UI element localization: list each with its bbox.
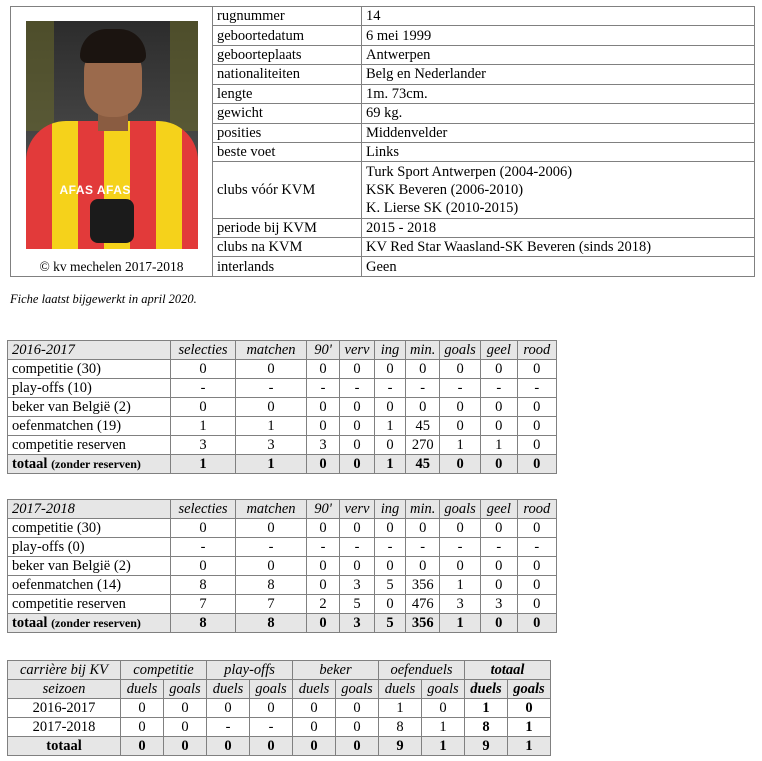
row-label: competitie (30) [8,360,171,379]
profile-key: periode bij KVM [213,218,362,237]
profile-value [362,123,755,142]
career-sub-header: goals [250,680,293,699]
table-cell: 0 [440,417,480,436]
column-header: 90' [307,341,340,360]
career-group-header: totaal [465,661,551,680]
table-cell: 0 [171,360,236,379]
career-group-header: oefenduels [379,661,465,680]
table-cell: 0 [164,718,207,737]
table-cell: 0 [480,398,517,417]
column-header: goals [440,500,480,519]
career-sub-header: goals [336,680,379,699]
season-table-2017-2018 [7,499,557,633]
profile-row [11,7,755,26]
update-note: Fiche laatst bijgewerkt in april 2020. [10,292,197,306]
profile-value-line: 2015 - 2018 [366,219,437,236]
table-cell: 0 [340,436,375,455]
career-sub-header: goals [508,680,551,699]
table-cell: 1 [379,699,422,718]
table-cell: 3 [171,436,236,455]
career-sub-header: duels [465,680,508,699]
table-cell: 0 [236,519,307,538]
table-cell: 0 [517,557,556,576]
total-cell: 0 [517,614,556,633]
table-cell: 0 [517,360,556,379]
table-row [8,360,557,379]
career-total-label: totaal [8,737,121,756]
career-sub-header: duels [121,680,164,699]
table-cell: 0 [375,557,406,576]
table-cell: 0 [340,557,375,576]
table-row [8,699,551,718]
table-cell: 0 [517,417,556,436]
table-cell: 0 [121,718,164,737]
table-cell: 0 [517,595,556,614]
table-cell: 0 [422,699,465,718]
table-cell: - [517,379,556,398]
table-cell: 1 [375,417,406,436]
table-cell: 0 [236,398,307,417]
profile-value [362,238,755,257]
career-group-header: competitie [121,661,207,680]
photo-sponsor: AFAS AFAS [59,183,131,197]
table-cell: 270 [406,436,440,455]
row-label: play-offs (10) [8,379,171,398]
column-header: matchen [236,500,307,519]
total-label: totaal [12,456,48,472]
total-label-cell [8,614,171,633]
profile-key: geboortedatum [213,26,362,45]
table-cell: 0 [171,519,236,538]
table-row [8,519,557,538]
table-cell: 0 [307,398,340,417]
profile-key: rugnummer [213,7,362,26]
table-cell: 0 [375,436,406,455]
profile-key: nationaliteiten [213,65,362,84]
table-cell: 0 [440,360,480,379]
table-cell: 0 [121,699,164,718]
total-cell: 1 [440,614,480,633]
total-cell: 0 [480,614,517,633]
profile-value-line: 1m. 73cm. [366,85,428,102]
column-header: rood [517,500,556,519]
table-cell: 8 [171,576,236,595]
table-cell: 5 [340,595,375,614]
table-cell: 0 [207,699,250,718]
total-cell: 0 [517,455,556,474]
column-header: geel [480,500,517,519]
table-row [8,538,557,557]
career-sub-header: duels [293,680,336,699]
table-cell: 1 [422,718,465,737]
table-cell: 1 [440,576,480,595]
career-total-row [8,737,551,756]
table-cell: 0 [480,519,517,538]
career-sub-header: duels [379,680,422,699]
profile-value-line: KV Red Star Waasland-SK Beveren (sinds 2018) [366,239,652,256]
table-cell: 0 [307,360,340,379]
table-cell: 0 [440,398,480,417]
career-season: 2016-2017 [8,699,121,718]
row-label: play-offs (0) [8,538,171,557]
profile-key: gewicht [213,104,362,123]
table-cell: 0 [307,576,340,595]
table-cell: 0 [480,576,517,595]
profile-key: geboorteplaats [213,45,362,64]
profile-value [362,84,755,103]
column-header: min. [406,500,440,519]
profile-value [362,7,755,26]
total-cell: 8 [236,614,307,633]
table-cell: 1 [440,436,480,455]
table-cell: 0 [336,699,379,718]
table-cell: 0 [440,557,480,576]
profile-value [362,26,755,45]
row-label: oefenmatchen (14) [8,576,171,595]
row-label: competitie (30) [8,519,171,538]
table-row [8,576,557,595]
table-cell: 0 [375,360,406,379]
profile-value-line: KSK Beveren (2006-2010) [366,182,524,198]
table-cell: - [250,718,293,737]
total-label: totaal [12,615,48,631]
column-header: goals [440,341,480,360]
profile-key: lengte [213,84,362,103]
profile-key: posities [213,123,362,142]
total-cell: 1 [508,737,551,756]
profile-value [362,257,755,277]
player-photo [26,21,198,249]
table-cell: 1 [480,436,517,455]
table-cell: - [375,538,406,557]
table-cell: - [307,538,340,557]
table-cell: - [236,379,307,398]
total-cell: 0 [440,455,480,474]
profile-value-line: 6 mei 1999 [366,27,432,44]
column-header: ing [375,500,406,519]
photo-backdrop-left [26,21,54,131]
table-cell: - [307,379,340,398]
table-cell: 0 [307,557,340,576]
table-cell: 0 [250,699,293,718]
total-cell: 45 [406,455,440,474]
total-cell: 8 [171,614,236,633]
career-sub-header: goals [422,680,465,699]
table-cell: 0 [406,519,440,538]
profile-key: clubs vóór KVM [213,162,362,218]
table-cell: 0 [375,519,406,538]
column-header: rood [517,341,556,360]
total-cell: 0 [340,455,375,474]
table-cell: 0 [164,699,207,718]
total-cell: 1 [171,455,236,474]
season-header-row [8,500,557,519]
table-cell: 0 [406,557,440,576]
career-table [7,660,551,756]
profile-value-line: Belg en Nederlander [366,66,486,83]
table-cell: 0 [480,417,517,436]
profile-key: clubs na KVM [213,238,362,257]
table-cell: - [207,718,250,737]
total-cell: 0 [207,737,250,756]
total-cell: 356 [406,614,440,633]
total-cell: 0 [293,737,336,756]
row-label: competitie reserven [8,595,171,614]
total-label-note: (zonder reserven) [51,616,141,630]
total-cell: 5 [375,614,406,633]
table-cell: 3 [236,436,307,455]
career-group-header: beker [293,661,379,680]
total-cell: 3 [340,614,375,633]
table-cell: 8 [465,718,508,737]
table-cell: 0 [480,557,517,576]
profile-value-line: K. Lierse SK (2010-2015) [366,200,519,216]
total-cell: 1 [422,737,465,756]
total-cell: 0 [307,455,340,474]
table-cell: - [406,538,440,557]
column-header: matchen [236,341,307,360]
column-header: 90' [307,500,340,519]
column-header: selecties [171,500,236,519]
row-label: beker van België (2) [8,398,171,417]
table-cell: 0 [517,436,556,455]
table-cell: 1 [171,417,236,436]
total-cell: 0 [307,614,340,633]
total-label-cell [8,455,171,474]
table-cell: 0 [375,595,406,614]
profile-value [362,142,755,161]
table-cell: 7 [171,595,236,614]
table-cell: 3 [440,595,480,614]
total-cell: 0 [121,737,164,756]
photo-backdrop-right [170,21,198,131]
table-cell: 0 [336,718,379,737]
season-table-2016-2017 [7,340,557,474]
total-row [8,455,557,474]
table-cell: 7 [236,595,307,614]
table-cell: - [440,379,480,398]
total-cell: 9 [379,737,422,756]
table-cell: - [340,538,375,557]
profile-value [362,65,755,84]
table-row [8,595,557,614]
row-label: oefenmatchen (19) [8,417,171,436]
table-cell: 0 [236,557,307,576]
profile-value-line: Middenvelder [366,124,448,141]
total-cell: 0 [336,737,379,756]
table-cell: 0 [340,398,375,417]
table-cell: - [236,538,307,557]
career-sub-row [8,680,551,699]
profile-table [10,6,755,277]
profile-key: interlands [213,257,362,277]
table-row [8,398,557,417]
table-cell: 3 [340,576,375,595]
table-cell: - [517,538,556,557]
career-sub-header: goals [164,680,207,699]
profile-value-line: Links [366,144,400,161]
column-header: selecties [171,341,236,360]
career-group-header: play-offs [207,661,293,680]
profile-value [362,162,755,218]
table-cell: 0 [508,699,551,718]
table-cell: 0 [171,557,236,576]
table-cell: 0 [236,360,307,379]
season-title: 2017-2018 [8,500,171,519]
table-cell: 45 [406,417,440,436]
total-cell: 1 [236,455,307,474]
column-header: ing [375,341,406,360]
profile-value [362,104,755,123]
profile-value-line: Geen [366,258,397,275]
total-row [8,614,557,633]
table-cell: 476 [406,595,440,614]
table-cell: 8 [236,576,307,595]
table-cell: 3 [307,436,340,455]
table-cell: 3 [480,595,517,614]
table-cell: 0 [340,417,375,436]
table-cell: 356 [406,576,440,595]
profile-value-line: Turk Sport Antwerpen (2004-2006) [366,164,573,180]
table-cell: - [171,379,236,398]
table-row [8,557,557,576]
table-cell: 2 [307,595,340,614]
table-row [8,417,557,436]
career-sub-header: duels [207,680,250,699]
table-cell: 0 [340,519,375,538]
profile-value-line: Antwerpen [366,47,431,64]
table-cell: 0 [171,398,236,417]
table-cell: - [171,538,236,557]
table-cell: - [480,379,517,398]
profile-key: beste voet [213,142,362,161]
table-cell: 0 [517,398,556,417]
table-cell: - [406,379,440,398]
table-row [8,379,557,398]
table-cell: 1 [508,718,551,737]
photo-shirt-logo [90,199,134,243]
photo-hair [80,29,146,63]
total-cell: 0 [164,737,207,756]
total-cell: 0 [250,737,293,756]
table-row [8,718,551,737]
career-title: carrière bij KV [8,661,121,680]
table-row [8,436,557,455]
profile-value-line: 69 kg. [366,105,403,122]
career-group-row [8,661,551,680]
table-cell: 0 [307,519,340,538]
table-cell: 0 [375,398,406,417]
total-cell: 0 [480,455,517,474]
table-cell: 0 [480,360,517,379]
row-label: beker van België (2) [8,557,171,576]
row-label: competitie reserven [8,436,171,455]
column-header: verv [340,500,375,519]
profile-value [362,45,755,64]
table-cell: 0 [517,576,556,595]
career-season: 2017-2018 [8,718,121,737]
table-cell: 0 [406,398,440,417]
photo-caption: © kv mechelen 2017-2018 [39,259,184,274]
career-season-header: seizoen [8,680,121,699]
column-header: min. [406,341,440,360]
season-header-row [8,341,557,360]
table-cell: 0 [293,718,336,737]
season-title: 2016-2017 [8,341,171,360]
table-cell: 0 [340,360,375,379]
total-cell: 1 [375,455,406,474]
table-cell: 0 [406,360,440,379]
total-cell: 9 [465,737,508,756]
profile-value [362,218,755,237]
table-cell: 5 [375,576,406,595]
table-cell: 8 [379,718,422,737]
profile-value-line: 14 [366,8,381,25]
total-label-note: (zonder reserven) [51,457,141,471]
table-cell: - [440,538,480,557]
photo-cell [11,7,213,277]
table-cell: 0 [440,519,480,538]
column-header: geel [480,341,517,360]
table-cell: 0 [517,519,556,538]
table-cell: - [375,379,406,398]
table-cell: 0 [307,417,340,436]
table-cell: - [340,379,375,398]
table-cell: 1 [465,699,508,718]
table-cell: - [480,538,517,557]
table-cell: 1 [236,417,307,436]
column-header: verv [340,341,375,360]
table-cell: 0 [293,699,336,718]
